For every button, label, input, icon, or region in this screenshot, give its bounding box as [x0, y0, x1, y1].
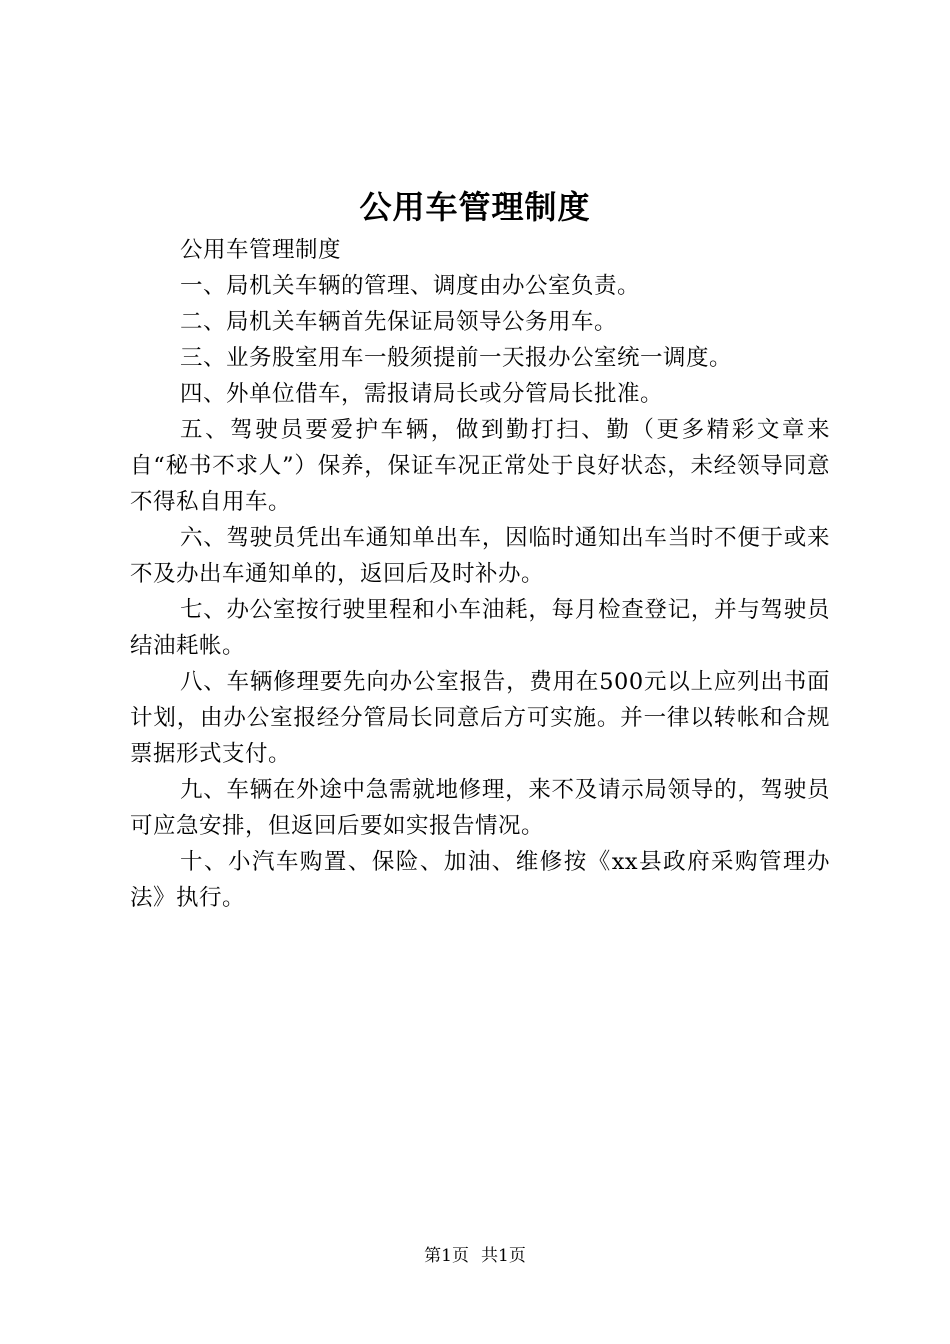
paragraph-item-4: 四、外单位借车，需报请局长或分管局长批准。: [180, 381, 664, 407]
paragraph-item-9: 九、车辆在外途中急需就地修理，来不及请示局领导的，驾驶员可应急安排，但返回后要如实报告情况。: [130, 777, 830, 839]
paragraph-item-5: 五、驾驶员要爱护车辆，做到勤打扫、勤（更多精彩文章来自“秘书不求人”）保养，保证车况正常处于良好状态，未经领导同意不得私自用车。: [130, 417, 830, 515]
document-body: [130, 232, 830, 916]
page-total: 共1页: [481, 1246, 526, 1266]
page-number: 第1页: [424, 1246, 469, 1266]
document-title: 公用车管理制度: [359, 188, 591, 226]
paragraph-item-7: 七、办公室按行驶里程和小车油耗，每月检查登记，并与驾驶员结油耗帐。: [130, 597, 830, 659]
paragraph-item-6: 六、驾驶员凭出车通知单出车，因临时通知出车当时不便于或来不及办出车通知单的，返回后及时补办。: [130, 525, 830, 587]
paragraph-item-10: 十、小汽车购置、保险、加油、维修按《xx县政府采购管理办法》执行。: [130, 849, 830, 911]
paragraph-heading: 公用车管理制度: [180, 237, 342, 263]
paragraph-item-3: 三、业务股室用车一般须提前一天报办公室统一调度。: [180, 345, 733, 371]
paragraph-item-1: 一、局机关车辆的管理、调度由办公室负责。: [180, 273, 641, 299]
page-footer: [0, 1244, 950, 1268]
paragraph-item-2: 二、局机关车辆首先保证局领导公务用车。: [180, 309, 618, 335]
paragraph-item-8: 八、车辆修理要先向办公室报告，费用在500元以上应列出书面计划，由办公室报经分管局长同意后方可实施。并一律以转帐和合规票据形式支付。: [130, 669, 830, 767]
